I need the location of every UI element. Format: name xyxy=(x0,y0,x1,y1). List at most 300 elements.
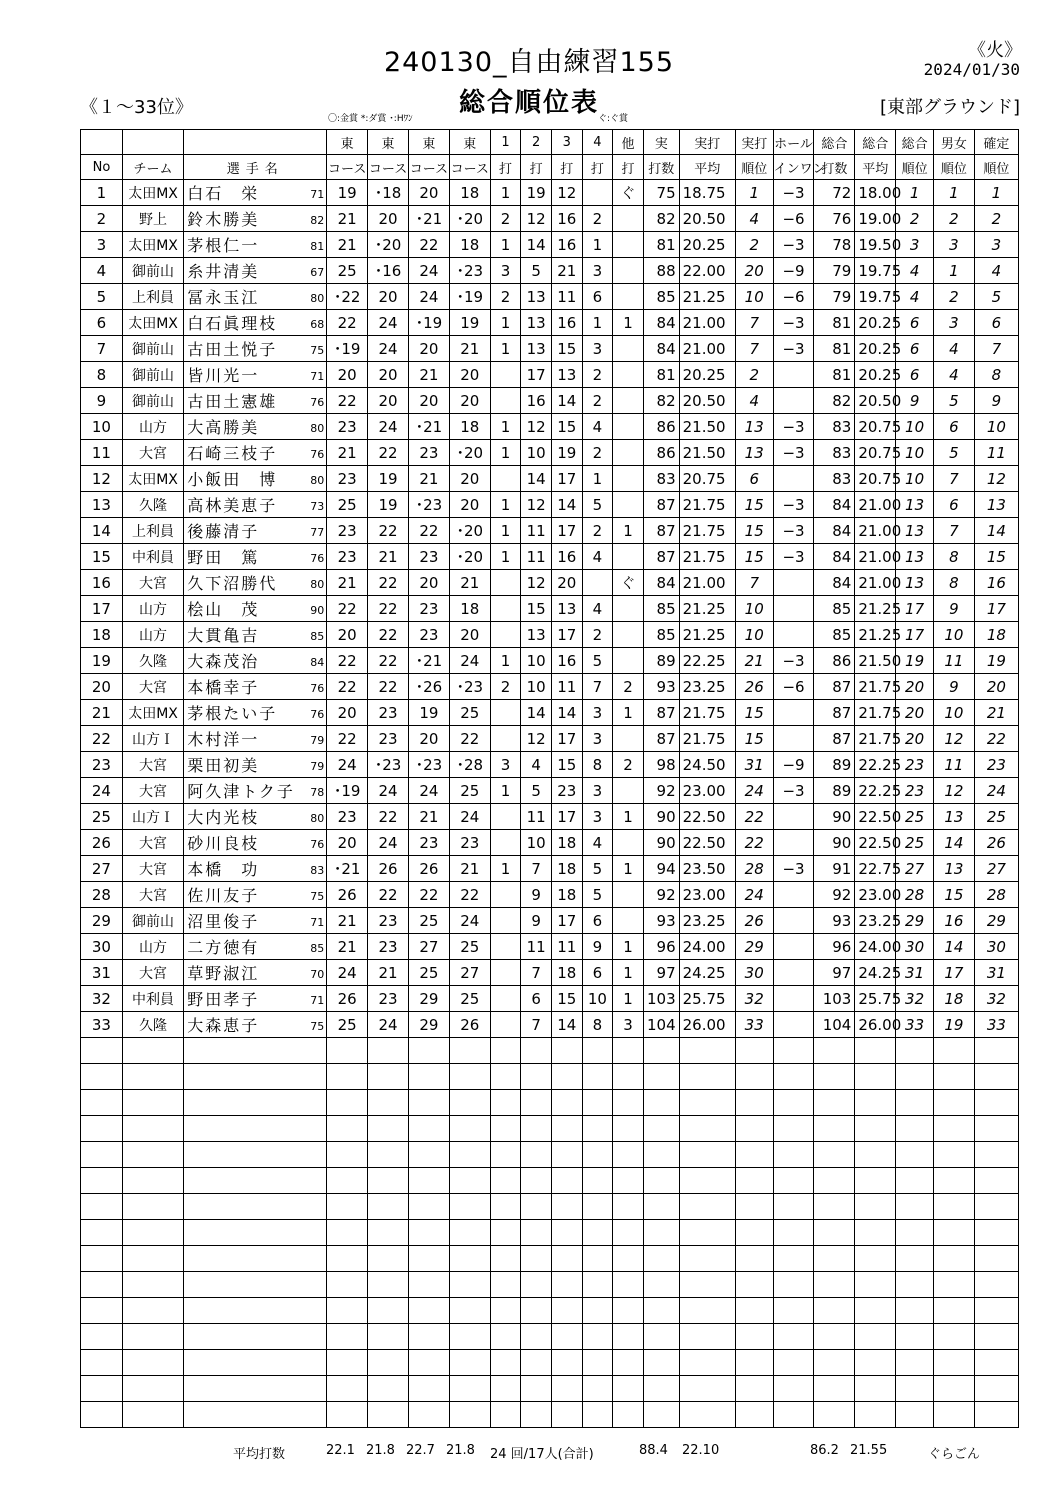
empty-cell xyxy=(974,1376,1018,1402)
footer-course2-avg: 21.8 xyxy=(366,1443,395,1458)
empty-cell xyxy=(449,1220,490,1246)
course3-score-cell: 29 xyxy=(408,1012,449,1038)
course4-score-cell: ･20 xyxy=(449,206,490,232)
total-rank-cell: 25 xyxy=(896,804,934,830)
empty-cell xyxy=(122,1142,183,1168)
empty-cell xyxy=(122,1194,183,1220)
course2-score-cell: 24 xyxy=(368,1012,409,1038)
column-header: 3 xyxy=(551,130,582,155)
four-stroke-count-cell: 2 xyxy=(582,440,613,466)
three-stroke-count-cell: 17 xyxy=(551,622,582,648)
column-header: コース xyxy=(368,155,409,180)
player-age: 75 xyxy=(310,1020,325,1033)
total-average-cell: 20.25 xyxy=(855,336,896,362)
player-age: 82 xyxy=(310,214,325,227)
four-stroke-count-cell: 5 xyxy=(582,882,613,908)
actual-strokes-cell: 97 xyxy=(643,960,679,986)
final-rank-cell: 6 xyxy=(974,310,1018,336)
empty-cell xyxy=(81,1350,123,1376)
player-age: 76 xyxy=(310,682,325,695)
other-count-cell: ぐ xyxy=(613,180,644,206)
one-stroke-count-cell: 1 xyxy=(490,232,521,258)
actual-average-cell: 24.00 xyxy=(679,934,735,960)
total-rank-cell: 17 xyxy=(896,596,934,622)
empty-cell xyxy=(449,1194,490,1220)
player-name: 茅根たい子 xyxy=(187,704,278,723)
four-stroke-count-cell: 4 xyxy=(582,544,613,570)
empty-cell xyxy=(449,1298,490,1324)
two-stroke-count-cell: 9 xyxy=(521,882,552,908)
actual-average-cell: 21.25 xyxy=(679,596,735,622)
footer-brand: ぐらごん xyxy=(928,1447,981,1462)
empty-cell xyxy=(408,1194,449,1220)
no-cell: 14 xyxy=(81,518,123,544)
empty-row xyxy=(81,1220,1019,1246)
course2-score-cell: 21 xyxy=(368,960,409,986)
final-rank-cell: 4 xyxy=(974,258,1018,284)
three-stroke-count-cell: 11 xyxy=(551,284,582,310)
no-cell: 17 xyxy=(81,596,123,622)
empty-cell xyxy=(368,1376,409,1402)
total-average-cell: 21.00 xyxy=(855,570,896,596)
total-strokes-cell: 96 xyxy=(814,934,855,960)
hole-in-one-cell: −3 xyxy=(773,518,814,544)
empty-cell xyxy=(184,1142,327,1168)
three-stroke-count-cell: 13 xyxy=(551,596,582,622)
hole-in-one-cell xyxy=(773,960,814,986)
player-name-cell xyxy=(184,284,327,310)
course2-score-cell: 22 xyxy=(368,882,409,908)
one-stroke-count-cell xyxy=(490,882,521,908)
empty-cell xyxy=(974,1350,1018,1376)
column-header: 東 xyxy=(408,130,449,155)
four-stroke-count-cell xyxy=(582,570,613,596)
column-header: 順位 xyxy=(974,155,1018,180)
course1-score-cell: 25 xyxy=(327,1012,368,1038)
total-strokes-cell: 82 xyxy=(814,388,855,414)
footer-course1-avg: 22.1 xyxy=(326,1443,355,1458)
actual-rank-cell: 7 xyxy=(735,570,773,596)
course1-score-cell: 21 xyxy=(327,570,368,596)
actual-average-cell: 21.25 xyxy=(679,622,735,648)
four-stroke-count-cell: 1 xyxy=(582,232,613,258)
four-stroke-count-cell: 3 xyxy=(582,258,613,284)
no-cell: 30 xyxy=(81,934,123,960)
empty-cell xyxy=(679,1376,735,1402)
empty-cell xyxy=(490,1194,521,1220)
table-row xyxy=(81,648,1019,674)
footer-course3-avg: 22.7 xyxy=(406,1443,435,1458)
player-name: 糸井清美 xyxy=(187,262,260,281)
column-header xyxy=(81,130,123,155)
empty-cell xyxy=(735,1090,773,1116)
actual-average-cell: 24.50 xyxy=(679,752,735,778)
actual-rank-cell: 4 xyxy=(735,206,773,232)
player-age: 71 xyxy=(310,370,325,383)
empty-cell xyxy=(933,1246,974,1272)
column-header: 総合 xyxy=(855,130,896,155)
four-stroke-count-cell: 10 xyxy=(582,986,613,1012)
column-header: 平均 xyxy=(679,155,735,180)
gender-rank-cell: 14 xyxy=(933,830,974,856)
course1-score-cell: 21 xyxy=(327,440,368,466)
total-strokes-cell: 83 xyxy=(814,414,855,440)
team-cell: 中利員 xyxy=(122,544,183,570)
team-cell: 中利員 xyxy=(122,986,183,1012)
total-strokes-cell: 84 xyxy=(814,570,855,596)
footer-label: 平均打数 xyxy=(233,1447,286,1462)
hole-in-one-cell: −3 xyxy=(773,544,814,570)
empty-cell xyxy=(408,1272,449,1298)
empty-cell xyxy=(613,1350,644,1376)
empty-cell xyxy=(551,1246,582,1272)
empty-cell xyxy=(551,1064,582,1090)
empty-cell xyxy=(974,1272,1018,1298)
course3-score-cell: ･21 xyxy=(408,414,449,440)
player-name-cell xyxy=(184,180,327,206)
column-header: 打 xyxy=(521,155,552,180)
course2-score-cell: 23 xyxy=(368,934,409,960)
player-name: 野田孝子 xyxy=(187,990,260,1009)
empty-cell xyxy=(368,1402,409,1428)
course3-score-cell: ･19 xyxy=(408,310,449,336)
three-stroke-count-cell: 17 xyxy=(551,804,582,830)
two-stroke-count-cell: 4 xyxy=(521,752,552,778)
column-header: 順位 xyxy=(735,155,773,180)
two-stroke-count-cell: 10 xyxy=(521,648,552,674)
column-header xyxy=(184,130,327,155)
gender-rank-cell: 7 xyxy=(933,466,974,492)
empty-cell xyxy=(521,1194,552,1220)
course3-score-cell: 26 xyxy=(408,856,449,882)
empty-row xyxy=(81,1246,1019,1272)
empty-cell xyxy=(773,1324,814,1350)
empty-cell xyxy=(582,1324,613,1350)
three-stroke-count-cell: 17 xyxy=(551,908,582,934)
empty-cell xyxy=(896,1090,934,1116)
empty-cell xyxy=(81,1038,123,1064)
empty-cell xyxy=(551,1402,582,1428)
ranking-table xyxy=(80,129,1019,1428)
empty-cell xyxy=(613,1220,644,1246)
player-age: 78 xyxy=(310,786,325,799)
total-average-cell: 21.75 xyxy=(855,726,896,752)
empty-cell xyxy=(184,1298,327,1324)
empty-cell xyxy=(122,1220,183,1246)
one-stroke-count-cell xyxy=(490,596,521,622)
actual-average-cell: 21.75 xyxy=(679,518,735,544)
course2-score-cell: 24 xyxy=(368,830,409,856)
final-rank-cell: 8 xyxy=(974,362,1018,388)
gender-rank-cell: 18 xyxy=(933,986,974,1012)
four-stroke-count-cell: 2 xyxy=(582,622,613,648)
empty-cell xyxy=(773,1402,814,1428)
empty-cell xyxy=(735,1116,773,1142)
hole-in-one-cell xyxy=(773,570,814,596)
empty-cell xyxy=(814,1168,855,1194)
player-name: 大貫亀吉 xyxy=(187,626,260,645)
two-stroke-count-cell: 17 xyxy=(521,362,552,388)
empty-cell xyxy=(896,1272,934,1298)
team-cell: 太田MX xyxy=(122,232,183,258)
three-stroke-count-cell: 15 xyxy=(551,752,582,778)
empty-cell xyxy=(81,1246,123,1272)
final-rank-cell: 29 xyxy=(974,908,1018,934)
empty-cell xyxy=(896,1298,934,1324)
empty-cell xyxy=(521,1220,552,1246)
total-rank-cell: 2 xyxy=(896,206,934,232)
empty-cell xyxy=(896,1402,934,1428)
page-title: 240130_自由練習155 xyxy=(383,47,675,78)
player-age: 79 xyxy=(310,760,325,773)
actual-average-cell: 23.50 xyxy=(679,856,735,882)
no-cell: 19 xyxy=(81,648,123,674)
course1-score-cell: 23 xyxy=(327,804,368,830)
actual-average-cell: 21.00 xyxy=(679,310,735,336)
final-rank-cell: 2 xyxy=(974,206,1018,232)
total-strokes-cell: 83 xyxy=(814,440,855,466)
empty-cell xyxy=(735,1324,773,1350)
team-cell: 大宮 xyxy=(122,830,183,856)
empty-cell xyxy=(855,1090,896,1116)
course3-score-cell: 25 xyxy=(408,960,449,986)
empty-cell xyxy=(551,1350,582,1376)
one-stroke-count-cell xyxy=(490,960,521,986)
no-cell: 3 xyxy=(81,232,123,258)
player-name-cell xyxy=(184,934,327,960)
course2-score-cell: ･20 xyxy=(368,232,409,258)
empty-cell xyxy=(327,1246,368,1272)
player-age: 71 xyxy=(310,188,325,201)
four-stroke-count-cell: 9 xyxy=(582,934,613,960)
total-strokes-cell: 86 xyxy=(814,648,855,674)
other-count-cell: 2 xyxy=(613,674,644,700)
player-name-cell xyxy=(184,960,327,986)
course4-score-cell: 24 xyxy=(449,648,490,674)
hole-in-one-cell: −3 xyxy=(773,492,814,518)
team-cell: 御前山 xyxy=(122,908,183,934)
empty-cell xyxy=(933,1064,974,1090)
player-name: 後藤清子 xyxy=(187,522,260,541)
empty-cell xyxy=(490,1298,521,1324)
empty-cell xyxy=(490,1220,521,1246)
actual-strokes-cell: 87 xyxy=(643,492,679,518)
course2-score-cell: 23 xyxy=(368,700,409,726)
no-cell: 20 xyxy=(81,674,123,700)
team-cell: 大宮 xyxy=(122,674,183,700)
course4-score-cell: 25 xyxy=(449,986,490,1012)
actual-strokes-cell: 103 xyxy=(643,986,679,1012)
team-cell: 山方 xyxy=(122,414,183,440)
course4-score-cell: 20 xyxy=(449,388,490,414)
table-row xyxy=(81,752,1019,778)
three-stroke-count-cell: 21 xyxy=(551,258,582,284)
player-name: 大高勝美 xyxy=(187,418,260,437)
empty-cell xyxy=(613,1298,644,1324)
course3-score-cell: 24 xyxy=(408,284,449,310)
empty-cell xyxy=(613,1402,644,1428)
course4-score-cell: 24 xyxy=(449,804,490,830)
team-cell: 太田MX xyxy=(122,466,183,492)
player-name: 野田 篤 xyxy=(187,548,260,567)
actual-rank-cell: 1 xyxy=(735,180,773,206)
empty-cell xyxy=(184,1168,327,1194)
one-stroke-count-cell: 3 xyxy=(490,258,521,284)
other-count-cell xyxy=(613,544,644,570)
player-age: 70 xyxy=(310,968,325,981)
course4-score-cell: ･28 xyxy=(449,752,490,778)
other-count-cell xyxy=(613,622,644,648)
course4-score-cell: ･23 xyxy=(449,674,490,700)
other-count-cell xyxy=(613,648,644,674)
actual-strokes-cell: 75 xyxy=(643,180,679,206)
column-header: コース xyxy=(327,155,368,180)
course2-score-cell: 24 xyxy=(368,414,409,440)
actual-strokes-cell: 87 xyxy=(643,726,679,752)
actual-average-cell: 22.50 xyxy=(679,804,735,830)
course4-score-cell: 20 xyxy=(449,622,490,648)
total-strokes-cell: 93 xyxy=(814,908,855,934)
empty-cell xyxy=(643,1272,679,1298)
empty-cell xyxy=(408,1168,449,1194)
total-average-cell: 22.50 xyxy=(855,804,896,830)
empty-cell xyxy=(679,1038,735,1064)
page-subtitle: 総合順位表 xyxy=(458,88,599,118)
empty-cell xyxy=(855,1142,896,1168)
four-stroke-count-cell: 2 xyxy=(582,388,613,414)
two-stroke-count-cell: 13 xyxy=(521,284,552,310)
course3-score-cell: 20 xyxy=(408,388,449,414)
course1-score-cell: 25 xyxy=(327,492,368,518)
actual-rank-cell: 4 xyxy=(735,388,773,414)
empty-cell xyxy=(81,1090,123,1116)
course1-score-cell: 20 xyxy=(327,830,368,856)
two-stroke-count-cell: 13 xyxy=(521,622,552,648)
four-stroke-count-cell: 5 xyxy=(582,856,613,882)
total-strokes-cell: 89 xyxy=(814,778,855,804)
player-name-cell xyxy=(184,830,327,856)
final-rank-cell: 12 xyxy=(974,466,1018,492)
empty-cell xyxy=(933,1090,974,1116)
header-row-bottom xyxy=(81,155,1019,180)
four-stroke-count-cell: 5 xyxy=(582,648,613,674)
table-row xyxy=(81,518,1019,544)
three-stroke-count-cell: 11 xyxy=(551,674,582,700)
one-stroke-count-cell xyxy=(490,622,521,648)
final-rank-cell: 31 xyxy=(974,960,1018,986)
gender-rank-cell: 17 xyxy=(933,960,974,986)
hole-in-one-cell: −6 xyxy=(773,284,814,310)
empty-cell xyxy=(974,1064,1018,1090)
empty-cell xyxy=(408,1376,449,1402)
empty-cell xyxy=(643,1402,679,1428)
empty-cell xyxy=(551,1324,582,1350)
empty-cell xyxy=(814,1090,855,1116)
empty-cell xyxy=(896,1038,934,1064)
empty-cell xyxy=(490,1142,521,1168)
actual-strokes-cell: 81 xyxy=(643,362,679,388)
column-header: 打数 xyxy=(643,155,679,180)
two-stroke-count-cell: 11 xyxy=(521,518,552,544)
hole-in-one-cell xyxy=(773,830,814,856)
player-name: 砂川良枝 xyxy=(187,834,260,853)
other-count-cell xyxy=(613,726,644,752)
empty-cell xyxy=(184,1116,327,1142)
other-count-cell xyxy=(613,206,644,232)
total-strokes-cell: 81 xyxy=(814,310,855,336)
empty-cell xyxy=(814,1116,855,1142)
total-average-cell: 26.00 xyxy=(855,1012,896,1038)
empty-cell xyxy=(551,1090,582,1116)
empty-cell xyxy=(521,1402,552,1428)
empty-cell xyxy=(974,1324,1018,1350)
empty-cell xyxy=(933,1220,974,1246)
table-row xyxy=(81,622,1019,648)
actual-strokes-cell: 84 xyxy=(643,570,679,596)
actual-strokes-cell: 96 xyxy=(643,934,679,960)
total-average-cell: 20.50 xyxy=(855,388,896,414)
empty-cell xyxy=(855,1350,896,1376)
course1-score-cell: 21 xyxy=(327,934,368,960)
actual-rank-cell: 15 xyxy=(735,544,773,570)
total-rank-cell: 10 xyxy=(896,414,934,440)
empty-cell xyxy=(582,1194,613,1220)
total-strokes-cell: 85 xyxy=(814,596,855,622)
empty-cell xyxy=(490,1324,521,1350)
actual-rank-cell: 10 xyxy=(735,284,773,310)
total-average-cell: 21.00 xyxy=(855,544,896,570)
empty-cell xyxy=(582,1402,613,1428)
empty-cell xyxy=(327,1142,368,1168)
one-stroke-count-cell: 1 xyxy=(490,518,521,544)
one-stroke-count-cell: 2 xyxy=(490,206,521,232)
total-average-cell: 21.50 xyxy=(855,648,896,674)
one-stroke-count-cell xyxy=(490,908,521,934)
column-header: 確定 xyxy=(974,130,1018,155)
four-stroke-count-cell: 3 xyxy=(582,700,613,726)
empty-row xyxy=(81,1324,1019,1350)
table-row xyxy=(81,674,1019,700)
column-header: コース xyxy=(408,155,449,180)
column-header: 打 xyxy=(582,155,613,180)
hole-in-one-cell: −9 xyxy=(773,258,814,284)
column-header: 順位 xyxy=(896,155,934,180)
course4-score-cell: 19 xyxy=(449,310,490,336)
course1-score-cell: ･21 xyxy=(327,856,368,882)
course1-score-cell: 22 xyxy=(327,648,368,674)
table-row xyxy=(81,362,1019,388)
award-legend: 〇:金賞 *:ダ賞 ･:Hﾜﾝ xyxy=(328,114,413,124)
total-strokes-cell: 87 xyxy=(814,674,855,700)
empty-cell xyxy=(933,1272,974,1298)
player-age: 76 xyxy=(310,838,325,851)
total-average-cell: 22.50 xyxy=(855,830,896,856)
four-stroke-count-cell: 8 xyxy=(582,1012,613,1038)
player-name-cell xyxy=(184,362,327,388)
empty-row xyxy=(81,1350,1019,1376)
four-stroke-count-cell: 3 xyxy=(582,726,613,752)
total-rank-cell: 10 xyxy=(896,440,934,466)
team-cell: 上利員 xyxy=(122,284,183,310)
empty-cell xyxy=(582,1038,613,1064)
actual-rank-cell: 6 xyxy=(735,466,773,492)
empty-cell xyxy=(773,1168,814,1194)
four-stroke-count-cell: 6 xyxy=(582,908,613,934)
player-name-cell xyxy=(184,570,327,596)
four-stroke-count-cell: 1 xyxy=(582,310,613,336)
player-name-cell xyxy=(184,674,327,700)
total-average-cell: 24.25 xyxy=(855,960,896,986)
